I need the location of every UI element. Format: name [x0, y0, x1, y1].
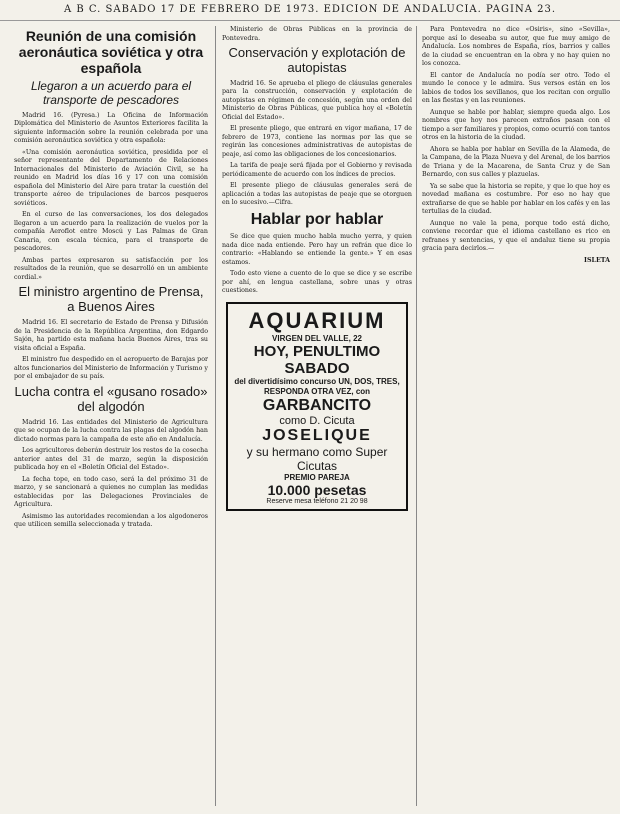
- page-header: A B C. SABADO 17 DE FEBRERO DE 1973. EDICION DE ANDALUCIA. PAGINA 23.: [0, 0, 620, 21]
- column-divider: [215, 26, 216, 806]
- ad-prize-label: PREMIO PAREJA: [284, 472, 350, 482]
- column-1: [14, 26, 208, 806]
- headline-aero: Reunión de una comisión aeronáutica soviética y otra española: [18, 28, 204, 77]
- article-paragraph: Se dice que quien mucho habla mucho yerra, y quien nada dice nada entiende. Pero hay un refrán que dice lo contrario: «Hablando se entiende la gente.» Y en esas estamos.: [222, 233, 412, 266]
- article-paragraph: Ministerio de Obras Públicas en la provincia de Pontevedra.: [222, 26, 412, 42]
- article-paragraph: El ministro fue despedido en el aeropuerto de Barajas por altos funcionarios del Ministerio de Información y Turismo y por el embajador de su país.: [14, 356, 208, 381]
- article-paragraph: Madrid 16. El secretario de Estado de Prensa y Difusión de la Presidencia de la República Argentina, don Edgardo Sajón, ha partido esta mañana hacia Buenos Aires, tras su visita oficial a España.: [14, 319, 208, 352]
- headline-autopistas: Conservación y explotación de autopistas: [228, 45, 406, 75]
- article-paragraph: Aunque se hable por hablar, siempre queda algo. Los nombres que hoy nos parecen extraños pasan con el tiempo a ser familiares y propios, como ocurrió con tantos otros en la historia de la ciudad.: [422, 108, 610, 141]
- ad-role-2: y su hermano como Super Cicutas: [246, 444, 388, 473]
- subheadline-aero: Llegaron a un acuerdo para el transporte de pescadores: [30, 79, 192, 108]
- headline-hablar: Hablar por hablar: [250, 210, 384, 228]
- article-paragraph: Para Pontevedra no dice «Osiris», sino «Sevilla», porque así lo deseaba su autor, que fue muy amigo de Andalucía. Los nombres de España, ríos, barrios y calles de la ciudad se encuentran en la obra y no hay quien no los conozca.: [422, 26, 610, 67]
- ad-title: AQUARIUM: [248, 307, 386, 333]
- headline-algodon: Lucha contra el «gusano rosado» del algodón: [14, 383, 208, 414]
- column-3: [422, 26, 610, 806]
- ad-contest: del divertidísimo concurso UN, DOS, TRES, RESPONDA OTRA VEZ, con: [234, 376, 400, 396]
- ad-address: VIRGEN DEL VALLE, 22: [272, 333, 362, 343]
- article-paragraph: Madrid 16. Las entidades del Ministerio de Agricultura que se ocupan de la lucha contra las plagas del algodón han dictado normas para la campaña de este año en Andalucía.: [14, 418, 208, 443]
- ad-name-joselique: JOSELIQUE: [262, 426, 372, 444]
- article-paragraph: Ambas partes expresaron su satisfacción por los resultados de la reunión, que se desarrolló en un ambiente cordial.»: [14, 256, 208, 281]
- article-paragraph: «Una comisión aeronáutica soviética, presidida por el señor representante del Departamento de Relaciones Internacionales del Ministerio de Aviación Civil, se ha reunido en Madrid los días 16 y 17 con una comisión española del Ministerio del Aire para tratar la cuestión del transporte aéreo de tripulaciones de barcos pesqueros soviéticos.: [14, 148, 208, 207]
- article-paragraph: Todo esto viene a cuento de lo que se dice y se escribe por ahí, en lengua castellana, sobre unas y otras cuestiones.: [222, 270, 412, 295]
- headline-argentina: El ministro argentino de Prensa, a Buenos Aires: [18, 284, 204, 315]
- article-paragraph: La fecha tope, en todo caso, será la del próximo 31 de marzo, y se sancionará a quienes no cumplan las medidas establecidas por las Delegaciones Provinciales de Agricultura.: [14, 475, 208, 509]
- article-paragraph: Asimismo las autoridades recomiendan a los algodoneros que utilicen semilla seleccionada y tratada.: [14, 512, 208, 529]
- ad-reserve: Reserve mesa teléfono 21 20 98: [266, 497, 368, 505]
- article-paragraph: Ya se sabe que la historia se repite, y que lo que hoy es novedad mañana es costumbre. Por eso no hay que extrañarse de que se hable por hablar en los cafés y en las tertulias de la ciudad.: [422, 182, 610, 215]
- article-paragraph: Madrid 16. (Pyresa.) La Oficina de Información Diplomática del Ministerio de Asuntos Exteriores facilita la siguiente información sobre la reunión celebrada por una comisión aeronáutica soviética y otra española:: [14, 111, 208, 145]
- ad-name-garbancito: GARBANCITO: [262, 396, 372, 414]
- article-paragraph: El cantor de Andalucía no podía ser otro. Todo el mundo le conoce y le admira. Sus versos están en los labios de todos los sevillanos, que los recitan con orgullo en las fiestas y en las reuniones.: [422, 71, 610, 104]
- article-paragraph: Los agricultores deberán destruir los restos de la cosecha anterior antes del 31 de marzo, según la disposición publicada hoy en el «Boletín Oficial del Estado».: [14, 447, 208, 472]
- ad-today: HOY, PENULTIMO SABADO: [253, 342, 381, 377]
- ad-prize: 10.000 pesetas: [267, 481, 367, 498]
- ad-role-1: como D. Cicuta: [279, 414, 355, 427]
- article-paragraph: El presente pliego de cláusulas generales será de aplicación a todas las autopistas de peaje que se otorguen en lo sucesivo.—Cifra.: [222, 182, 412, 207]
- article-paragraph: Ahora se habla por hablar en Sevilla de la Alameda, de la Campana, de la Plaza Nueva y del Arenal, de los barrios de Triana y de la Macarena, de Santa Cruz y de San Bernardo, con sus calles y plazuelas.: [422, 145, 610, 178]
- article-paragraph: Madrid 16. Se aprueba el pliego de cláusulas generales para la construcción, conservación y explotación de autopistas en régimen de concesión, según una orden del Ministerio de Obras Públicas, que publica hoy el «Boletín Oficial del Estado».: [222, 79, 412, 121]
- author-signature: ISLETA: [584, 256, 610, 264]
- column-2: [222, 26, 412, 806]
- article-paragraph: El presente pliego, que entrará en vigor mañana, 17 de febrero de 1973, contiene las normas por las que se regirán las concesiones administrativas de autopistas de peaje, así como las obligaciones de los concesionarios.: [222, 125, 412, 158]
- article-paragraph: Aunque no vale la pena, porque todo está dicho, conviene recordar que el idioma castellano es rico en refranes y sentencias, y que el andaluz tiene su propia gracia para decirlos.—: [422, 219, 610, 252]
- article-paragraph: En el curso de las conversaciones, los dos delegados llegaron a un acuerdo para la realización de vuelos por la compañía Aeroflot entre Moscú y Las Palmas de Gran Canaria, con escala técnica, para el transporte de pescadores.: [14, 211, 208, 253]
- article-paragraph: La tarifa de peaje será fijada por el Gobierno y revisada periódicamente de acuerdo con los índices de precios.: [222, 162, 412, 178]
- column-divider: [416, 26, 417, 806]
- aquarium-advertisement: [226, 302, 408, 511]
